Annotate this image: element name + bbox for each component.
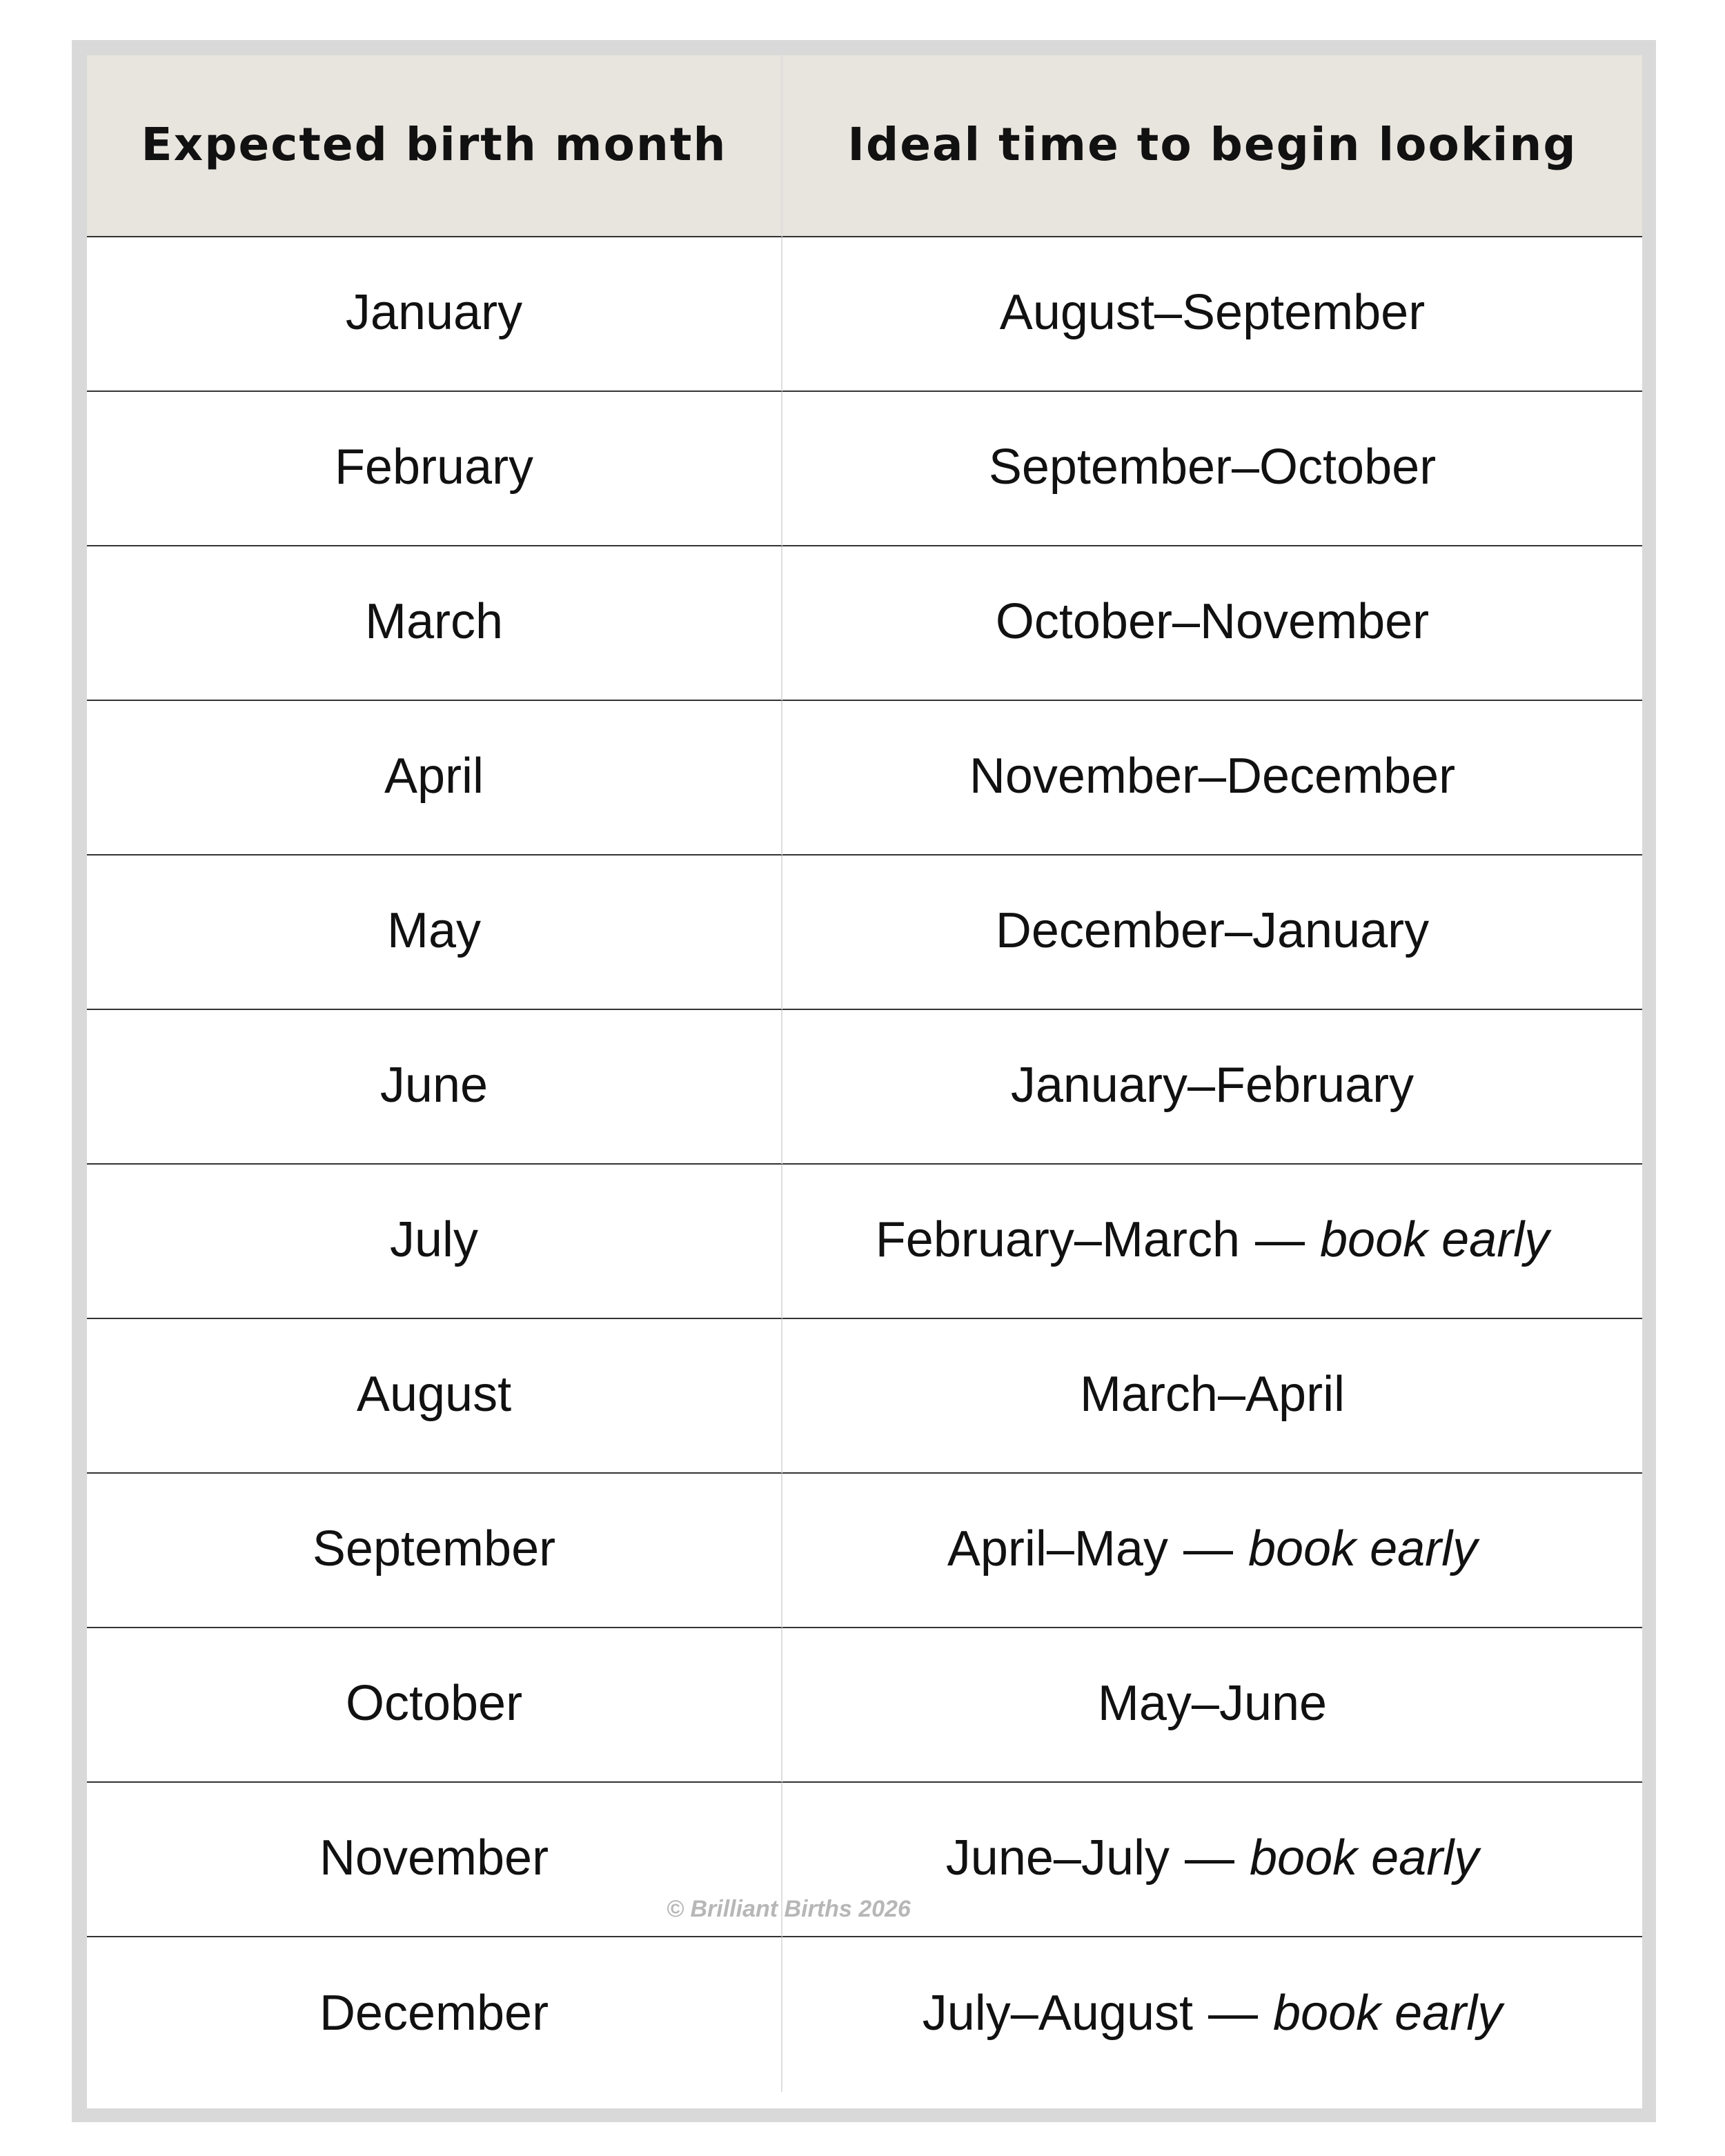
period-cell [782,392,1642,546]
separator-dash: — [1185,1830,1234,1886]
month-cell: September [87,1474,782,1628]
period-text: May–June [1097,1676,1328,1731]
period-text: August–September [999,285,1426,340]
period-cell [782,1628,1642,1783]
separator-dash: — [1254,1212,1305,1267]
period-text: December–January [995,903,1430,958]
period-text: July–August [922,1986,1194,2041]
period-text: June–July [945,1830,1170,1886]
period-cell [782,856,1642,1010]
period-cell [782,1474,1642,1628]
month-cell: November [87,1783,782,1937]
month-cell: December [87,1937,782,2092]
period-text: October–November [995,594,1430,649]
book-early-note: book early [1248,1521,1478,1576]
booking-timing-table [87,55,1642,2108]
period-cell [782,1165,1642,1319]
period-cell [782,1319,1642,1474]
period-text: September–October [988,439,1437,495]
period-cell [782,1937,1642,2092]
book-early-note: book early [1319,1212,1550,1267]
book-early-note: book early [1250,1830,1479,1886]
period-cell [782,546,1642,701]
month-cell: April [87,701,782,856]
period-text: November–December [969,749,1456,804]
month-cell: June [87,1010,782,1165]
month-cell: July [87,1165,782,1319]
period-cell [782,701,1642,856]
period-text: January–February [1010,1058,1414,1113]
header-expected-birth-month: Expected birth month [87,55,782,237]
month-cell: February [87,392,782,546]
period-text: April–May [947,1521,1168,1576]
separator-dash: — [1183,1521,1233,1576]
period-text: March–April [1079,1367,1346,1422]
book-early-note: book early [1273,1986,1503,2041]
month-cell: October [87,1628,782,1783]
month-cell: March [87,546,782,701]
period-cell [782,1010,1642,1165]
header-ideal-time: Ideal time to begin looking [782,55,1642,237]
period-cell [782,1783,1642,1937]
copyright-watermark: © Brilliant Births 2026 [667,1896,911,1922]
month-cell: January [87,237,782,392]
period-cell [782,237,1642,392]
month-cell: May [87,856,782,1010]
month-cell: August [87,1319,782,1474]
period-text: February–March [875,1212,1240,1267]
separator-dash: — [1208,1986,1259,2041]
